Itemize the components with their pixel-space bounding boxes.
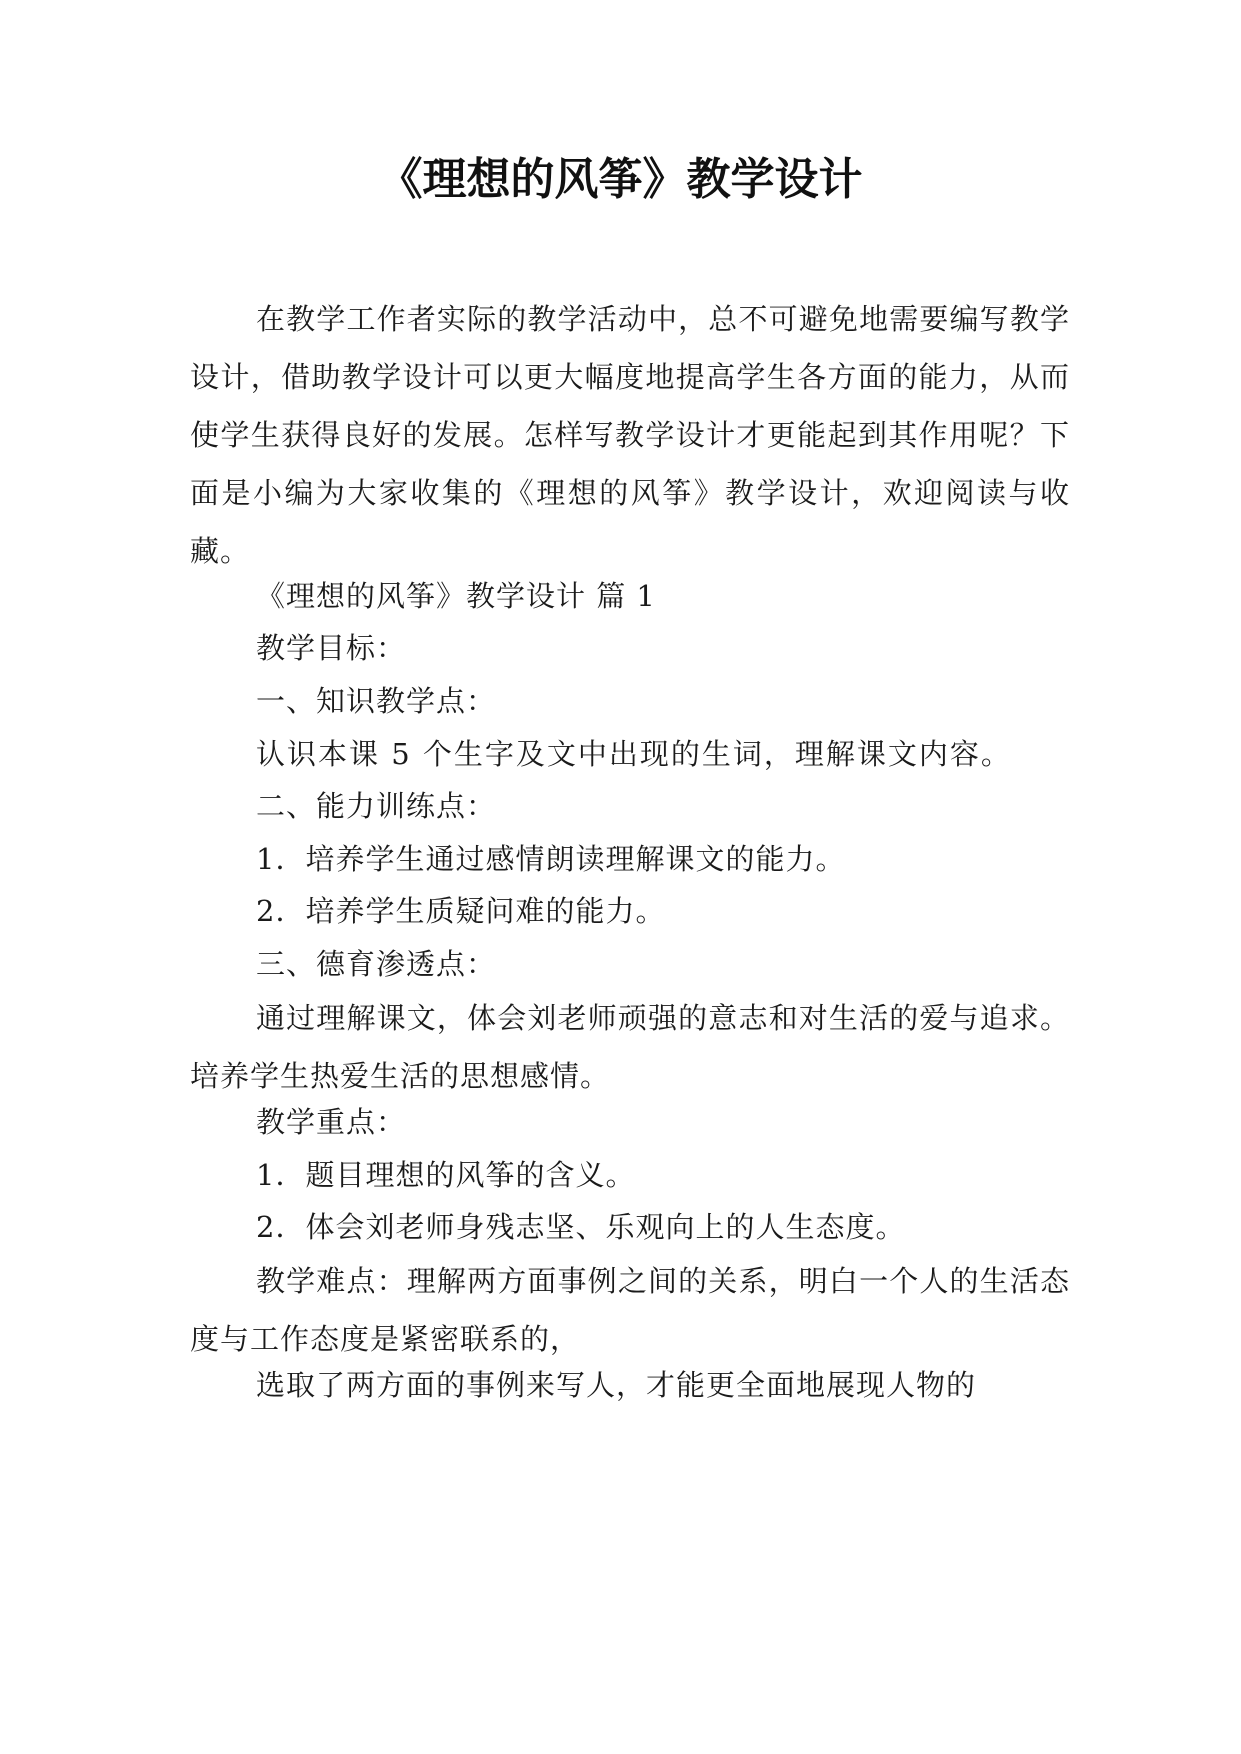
- difficulty-text: 教学难点：理解两方面事例之间的关系，明白一个人的生活态度与工作态度是紧密联系的，: [190, 1264, 1070, 1356]
- focus-item-2: 2．体会刘老师身残志坚、乐观向上的人生态度。: [256, 1210, 906, 1244]
- focus-item-1: 1．题目理想的风筝的含义。: [256, 1158, 636, 1192]
- ability-item-2: 2．培养学生质疑问难的能力。: [256, 894, 666, 928]
- knowledge-label: 一、知识教学点：: [256, 684, 497, 718]
- ability-label: 二、能力训练点：: [256, 789, 497, 823]
- continuation-line: 选取了两方面的事例来写人，才能更全面地展现人物的: [256, 1368, 977, 1402]
- document-title: 《理想的风筝》教学设计: [378, 154, 863, 205]
- moral-text: 通过理解课文，体会刘老师顽强的意志和对生活的爱与追求。培养学生热爱生活的思想感情。: [190, 1001, 1070, 1093]
- ability-item-1: 1．培养学生通过感情朗读理解课文的能力。: [256, 842, 846, 876]
- moral-label: 三、德育渗透点：: [256, 947, 497, 981]
- knowledge-text: 认识本课 5 个生字及文中出现的生词，理解课文内容。: [256, 737, 1012, 771]
- intro-paragraph: 在教学工作者实际的教学活动中，总不可避免地需要编写教学设计，借助教学设计可以更大幅度地提高学生各方面的能力，从而使学生获得良好的发展。怎样写教学设计才更能起到其作用呢？下面是小编为大家收集的《理想的风筝》教学设计，欢迎阅读与收藏。: [190, 302, 1070, 568]
- focus-label: 教学重点：: [256, 1105, 407, 1139]
- section-heading: 《理想的风筝》教学设计 篇 1: [256, 579, 656, 613]
- objectives-label: 教学目标：: [256, 631, 407, 665]
